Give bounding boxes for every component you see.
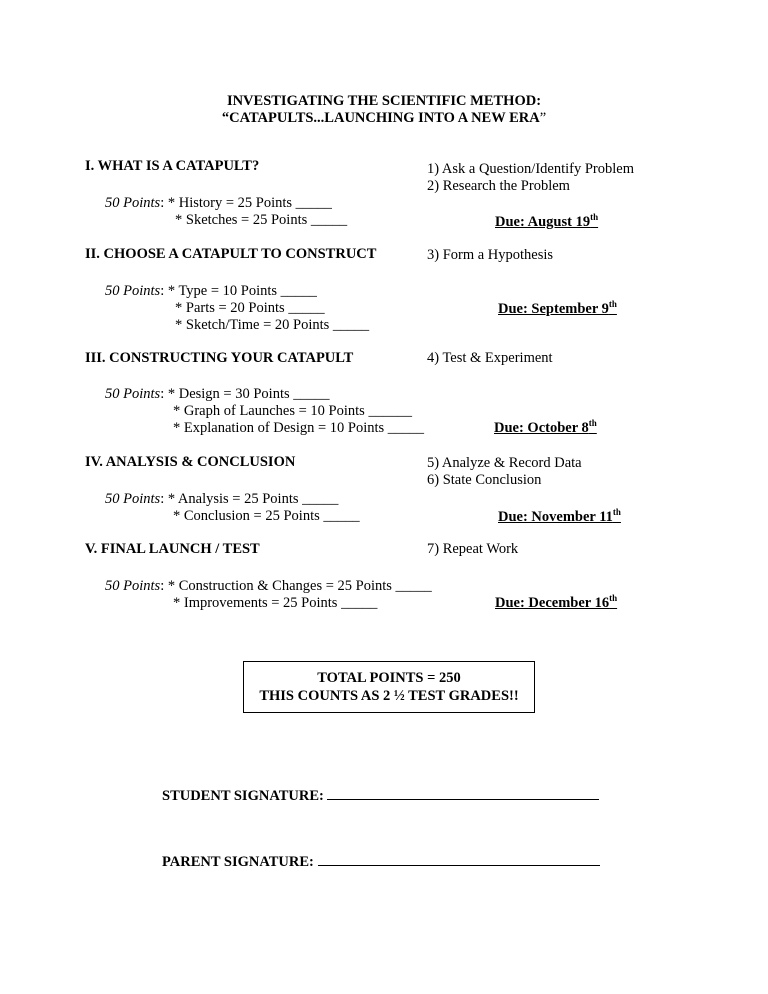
points-label: 50 Points: [105, 195, 161, 211]
due-suffix: th: [612, 507, 621, 518]
points-item: * Explanation of Design = 10 Points _____: [173, 420, 425, 436]
points-item: * Construction & Changes = 25 Points _____: [167, 578, 432, 594]
due-suffix: th: [588, 418, 597, 429]
step-item: 2) Research the Problem: [427, 178, 570, 194]
subtitle-text: “CATAPULTS...LAUNCHING INTO A NEW ERA: [221, 110, 540, 126]
points-label: 50 Points: [105, 386, 161, 402]
points-item: * Improvements = 25 Points _____: [173, 595, 378, 611]
page-title: INVESTIGATING THE SCIENTIFIC METHOD:: [226, 93, 542, 109]
page-subtitle: [0, 110, 768, 127]
points-item: * Graph of Launches = 10 Points ______: [173, 403, 412, 419]
due-date: [495, 214, 598, 231]
due-date: [498, 509, 621, 526]
step-item: 5) Analyze & Record Data: [427, 455, 582, 471]
points-item: * Analysis = 25 Points _____: [167, 491, 339, 507]
step-item: 3) Form a Hypothesis: [427, 247, 554, 263]
section-heading: I. WHAT IS A CATAPULT?: [85, 158, 260, 174]
points-line: 50 Points: * Analysis = 25 Points _____: [105, 491, 339, 507]
step-item: 6) State Conclusion: [427, 472, 542, 488]
due-text: Due: December 16: [495, 595, 610, 611]
parent-signature-line[interactable]: [318, 853, 600, 866]
step-item: 4) Test & Experiment: [427, 350, 553, 366]
due-date: [494, 420, 597, 437]
due-text: Due: September 9: [498, 301, 609, 317]
points-label: 50 Points: [105, 578, 161, 594]
points-item: * Parts = 20 Points _____: [175, 300, 325, 316]
parent-signature-label: PARENT SIGNATURE:: [162, 854, 314, 870]
points-item: * Sketches = 25 Points _____: [175, 212, 348, 228]
points-label: 50 Points: [105, 283, 161, 299]
due-text: Due: August 19: [495, 214, 591, 230]
section-heading: III. CONSTRUCTING YOUR CATAPULT: [85, 350, 354, 366]
student-signature-line[interactable]: [327, 787, 599, 800]
step-item: 1) Ask a Question/Identify Problem: [427, 161, 635, 177]
section-heading: V. FINAL LAUNCH / TEST: [85, 541, 260, 557]
total-points: TOTAL POINTS = 250: [317, 670, 461, 686]
total-points-box: [243, 661, 535, 713]
points-item: * Sketch/Time = 20 Points _____: [175, 317, 370, 333]
due-date: [495, 595, 617, 612]
section-heading: IV. ANALYSIS & CONCLUSION: [85, 454, 296, 470]
due-text: Due: October 8: [494, 420, 589, 436]
section-heading: II. CHOOSE A CATAPULT TO CONSTRUCT: [85, 246, 377, 262]
due-suffix: th: [608, 299, 617, 310]
parent-signature-row: [162, 853, 600, 871]
due-suffix: th: [609, 593, 618, 604]
student-signature-label: STUDENT SIGNATURE:: [162, 788, 324, 804]
points-item: * Type = 10 Points _____: [167, 283, 317, 299]
points-line: 50 Points: * History = 25 Points _____: [105, 195, 332, 211]
student-signature-row: [162, 787, 599, 805]
points-item: * Design = 30 Points _____: [167, 386, 330, 402]
points-label: 50 Points: [105, 491, 161, 507]
subtitle-close-quote: ”: [539, 110, 547, 126]
points-line: 50 Points: * Construction & Changes = 25 Points _____: [105, 578, 432, 594]
due-date: [498, 301, 617, 318]
points-line: 50 Points: * Design = 30 Points _____: [105, 386, 330, 402]
test-grades-note: THIS COUNTS AS 2 ½ TEST GRADES!!: [259, 688, 519, 704]
points-item: * Conclusion = 25 Points _____: [173, 508, 360, 524]
points-line: 50 Points: * Type = 10 Points _____: [105, 283, 317, 299]
due-suffix: th: [590, 212, 599, 223]
points-item: * History = 25 Points _____: [167, 195, 332, 211]
due-text: Due: November 11: [498, 509, 613, 525]
step-item: 7) Repeat Work: [427, 541, 519, 557]
